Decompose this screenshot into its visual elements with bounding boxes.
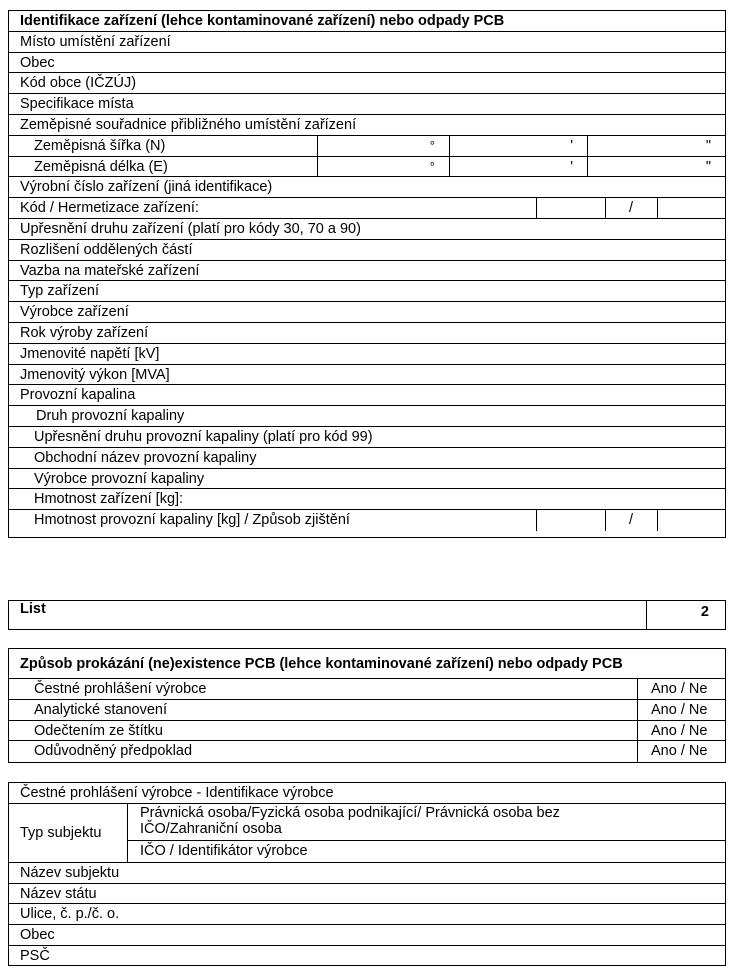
second-mark: " [705,137,711,154]
sealing-field[interactable] [657,198,725,218]
subject-name-row[interactable] [9,863,725,884]
voltage-row[interactable] [9,344,725,365]
yes-no-label: Ano / Ne [651,681,708,697]
subject-type-option-cell[interactable] [128,804,725,841]
municipality-code-row[interactable] [9,73,725,94]
fluid-kind-label: Druh provozní kapaliny [36,408,185,425]
fluid-manufacturer-row[interactable] [9,469,725,490]
section3-title: Čestné prohlášení výrobce - Identifikace výrobce [20,785,334,801]
subject-type-row [9,804,725,863]
municipality-code-label: Kód obce (IČZÚJ) [20,75,137,92]
fluid-trade-name-label: Obchodní název provozní kapaliny [34,449,257,466]
subject-type-option-line1: Právnická osoba/Fyzická osoba podnikající/ Právnická osoba bez [140,804,560,821]
section2-title: Způsob prokázání (ne)existence PCB (lehce kontaminované zařízení) nebo odpady PCB [20,656,623,672]
longitude-minutes-field[interactable] [449,157,587,177]
yes-no-choice[interactable] [637,679,725,699]
section1-title-row [9,11,725,32]
location-label: Místo umístění zařízení [20,33,171,50]
street-label: Ulice, č. p./č. o. [20,906,120,923]
latitude-minutes-field[interactable] [449,136,587,156]
place-spec-label: Specifikace místa [20,96,134,113]
latitude-seconds-field[interactable] [587,136,725,156]
proof-label: Odůvodněný předpoklad [34,743,193,760]
municipality3-label: Obec [20,927,55,944]
subject-type-label: Typ subjektu [20,824,102,841]
determination-method-field[interactable] [657,510,725,531]
equipment-identification-table [8,10,726,538]
subject-name-label: Název subjektu [20,864,120,881]
year-row[interactable] [9,323,725,344]
separate-parts-row[interactable] [9,240,725,261]
list-bar [8,600,726,630]
manufacturer-row[interactable] [9,302,725,323]
municipality-row[interactable] [9,53,725,74]
degree-mark: ° [429,137,435,153]
pcb-proof-table [8,648,726,763]
fluid-mass-field[interactable] [536,510,606,531]
degree-mark: ° [429,158,435,174]
subject-type-options [127,804,725,862]
ico-label: IČO / Identifikátor výrobce [140,842,308,859]
yes-no-label: Ano / Ne [651,722,708,739]
yes-no-choice[interactable] [637,721,725,741]
manufacturer-label: Výrobce zařízení [20,304,129,321]
fluid-mass-row [9,510,725,531]
municipality-label: Obec [20,54,55,71]
country-name-label: Název státu [20,885,97,902]
longitude-label: Zeměpisná délka (E) [34,158,168,175]
operating-fluid-row [9,385,725,406]
fluid-kind-spec-row[interactable] [9,427,725,448]
serial-number-label: Výrobní číslo zařízení (jiná identifikace) [20,179,273,196]
proof-label: Odečtením ze štítku [34,722,163,739]
postal-code-row[interactable] [9,946,725,967]
list-number-cell [646,601,725,629]
power-row[interactable] [9,365,725,386]
equipment-type-spec-label: Upřesnění druhu zařízení (platí pro kódy 30, 70 a 90) [20,220,361,237]
power-label: Jmenovitý výkon [MVA] [20,366,170,383]
equipment-mass-label: Hmotnost zařízení [kg]: [34,491,184,508]
street-row[interactable] [9,904,725,925]
year-label: Rok výroby zařízení [20,324,149,341]
slash-separator: / [629,512,634,529]
latitude-label: Zeměpisná šířka (N) [34,137,166,154]
voltage-label: Jmenovité napětí [kV] [20,345,160,362]
code-sealing-row [9,198,725,219]
ico-cell[interactable] [128,841,725,862]
manufacturer-identification-table [8,782,726,966]
section1-title: Identifikace zařízení (lehce kontaminované zařízení) nebo odpady PCB [20,13,505,29]
operating-fluid-label: Provozní kapalina [20,387,136,404]
list-label: List [20,601,46,617]
proof-label: Čestné prohlášení výrobce [34,681,207,697]
yes-no-choice[interactable] [637,741,725,762]
fluid-mass-label: Hmotnost provozní kapaliny [kg] / Způsob zjištění [34,512,350,529]
fluid-kind-spec-label: Upřesnění druhu provozní kapaliny (platí pro kód 99) [34,428,373,445]
code-field[interactable] [536,198,606,218]
minute-mark: ' [570,137,573,154]
equipment-type-spec-row[interactable] [9,219,725,240]
coordinates-label: Zeměpisné souřadnice přibližného umístění zařízení [20,116,357,133]
location-row[interactable] [9,32,725,53]
minute-mark: ' [570,158,573,175]
yes-no-label: Ano / Ne [651,743,708,760]
proof-row-label-reading [9,721,725,742]
subject-type-option-line2: IČO/Zahraniční osoba [140,820,282,837]
proof-label: Analytické stanovení [34,701,167,718]
longitude-seconds-field[interactable] [587,157,725,177]
equipment-type-row[interactable] [9,281,725,302]
longitude-degrees-field[interactable] [317,157,449,177]
separate-parts-label: Rozlišení oddělených částí [20,241,193,258]
municipality3-row[interactable] [9,925,725,946]
yes-no-choice[interactable] [637,700,725,720]
latitude-row [9,136,725,157]
place-spec-row[interactable] [9,94,725,115]
section3-title-row [9,783,725,804]
latitude-degrees-field[interactable] [317,136,449,156]
coordinates-row [9,115,725,136]
proof-row-analysis [9,700,725,721]
postal-code-label: PSČ [20,947,50,964]
serial-number-row[interactable] [9,177,725,198]
country-name-row[interactable] [9,884,725,905]
yes-no-label: Ano / Ne [651,701,708,718]
proof-row-assumption [9,741,725,762]
longitude-row [9,157,725,178]
equipment-mass-row[interactable] [9,489,725,510]
slash-separator: / [629,200,634,217]
fluid-trade-name-row[interactable] [9,448,725,469]
list-number: 2 [700,604,709,620]
code-sealing-label: Kód / Hermetizace zařízení: [20,200,199,217]
second-mark: " [705,158,711,175]
fluid-kind-row[interactable] [9,406,725,427]
parent-equipment-row[interactable] [9,261,725,282]
section2-title-row [9,649,725,679]
equipment-type-label: Typ zařízení [20,283,99,300]
parent-equipment-label: Vazba na mateřské zařízení [20,262,200,279]
proof-row-manufacturer-declaration [9,679,725,700]
fluid-manufacturer-label: Výrobce provozní kapaliny [34,470,205,487]
